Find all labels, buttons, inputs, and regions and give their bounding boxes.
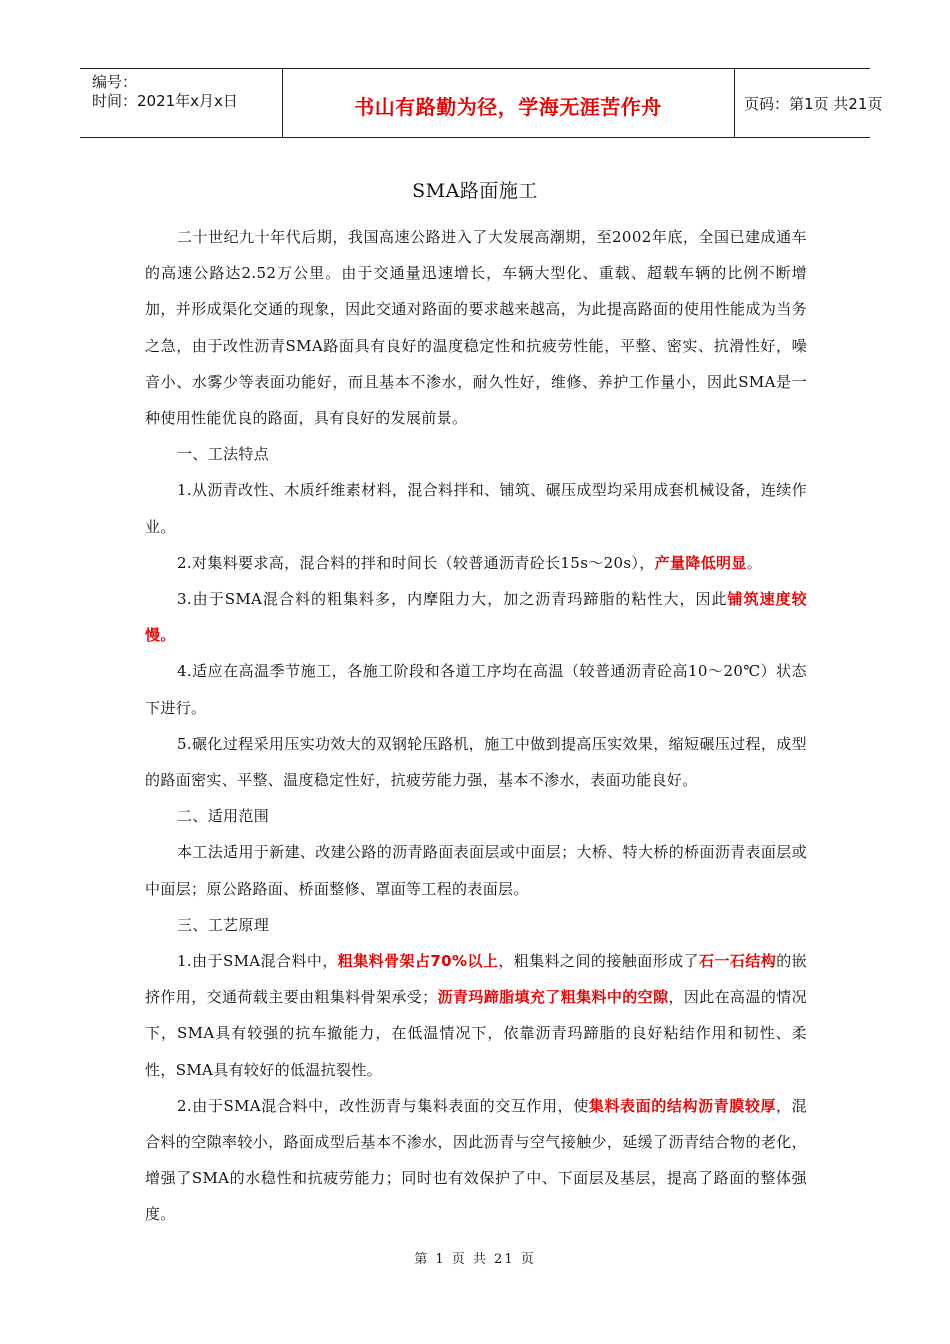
body-paragraph [145, 726, 807, 798]
paragraph-text: 3.由于SMA混合料的粗集料多，内摩阻力大，加之沥青玛蹄脂的粘性大，因此 [177, 590, 728, 609]
page-footer: 第 1 页 共 21 页 [414, 1252, 536, 1267]
header-motto-cell [282, 69, 735, 137]
header-motto: 书山有路勤为径，学海无涯苦作舟 [354, 95, 662, 119]
highlighted-text: 集料表面的结构沥青膜较厚 [588, 1096, 777, 1115]
highlighted-text: 铺筑速度较慢。 [145, 590, 807, 645]
body-paragraph [145, 798, 807, 834]
body-paragraph [145, 545, 807, 581]
paragraph-text: 4.适应在高温季节施工，各施工阶段和各道工序均在高温（较普通沥青砼高10～20℃）状态下进行。 [145, 662, 807, 717]
highlighted-text: 石一石结构 [699, 952, 777, 971]
body-paragraph [145, 943, 807, 1088]
highlighted-text: 粗集料骨架占70%以上 [337, 952, 499, 971]
body-paragraph [145, 1088, 807, 1233]
header-info-cell [80, 69, 283, 137]
document-date: 时间：2021年x月x日 [92, 92, 238, 110]
body-paragraph [145, 219, 807, 436]
highlighted-text: 沥青玛蹄脂填充了粗集料中的空隙 [437, 988, 669, 1007]
document-title: SMA路面施工 [412, 180, 538, 202]
header-page-info: 页码：第1页 共21页 [744, 95, 883, 113]
header-page-cell [734, 69, 883, 137]
paragraph-text: ，因此在高温的情况下，SMA具有较强的抗车撤能力，在低温情况下，依靠沥青玛蹄脂的良好粘结作用和韧性、柔性，SMA具有较好的低温抗裂性。 [145, 988, 807, 1079]
document-header [80, 68, 883, 138]
paragraph-text: 5.碾化过程采用压实功效大的双钢轮压路机，施工中做到提高压实效果，缩短碾压过程，成型的路面密实、平整、温度稳定性好，抗疲劳能力强，基本不渗水，表面功能良好。 [145, 734, 807, 790]
document-body [145, 219, 807, 1233]
document-number-label: 编号： [92, 73, 138, 91]
paragraph-text: 三、工艺原理 [177, 915, 270, 934]
body-paragraph [145, 436, 807, 472]
paragraph-text: 2.对集料要求高，混合料的拌和时间长（较普通沥青砼长15s～20s）， [177, 553, 655, 572]
body-paragraph [145, 834, 807, 906]
paragraph-text: ，粗集料之间的接触面形成了 [498, 952, 699, 971]
body-paragraph [145, 581, 807, 653]
paragraph-text: 2.由于SMA混合料中，改性沥青与集料表面的交互作用，使 [177, 1096, 589, 1115]
highlighted-text: 产量降低明显 [654, 553, 747, 572]
paragraph-text: 二、适用范围 [177, 807, 270, 826]
body-paragraph [145, 907, 807, 943]
paragraph-text: ，混合料的空隙率较小，路面成型后基本不渗水，因此沥青与空气接触少，延缓了沥青结合物的老化，增强了SMA的水稳性和抗疲劳能力；同时也有效保护了中、下面层及基层，提高了路面的整体强度。 [145, 1096, 807, 1224]
paragraph-text: 本工法适用于新建、改建公路的沥青路面表面层或中面层；大桥、特大桥的桥面沥青表面层或中面层；原公路路面、桥面整修、罩面等工程的表面层。 [145, 843, 807, 898]
paragraph-text: 一、工法特点 [177, 445, 270, 464]
body-paragraph [145, 472, 807, 544]
paragraph-text: 1.从沥青改性、木质纤维素材料，混合料拌和、铺筑、碾压成型均采用成套机械设备，连续作业。 [145, 481, 807, 536]
paragraph-text: 1.由于SMA混合料中， [177, 952, 338, 971]
body-paragraph [145, 653, 807, 725]
paragraph-text: 二十世纪九十年代后期，我国高速公路进入了大发展高潮期，至2002年底，全国已建成通车的高速公路达2.52万公里。由于交通量迅速增长，车辆大型化、重载、超载车辆的比例不断增加，并形成渠化交通的现象，因此交通对路面的要求越来越高，为此提高路面的使用性能成为当务之急，由于改性沥青SMA路面具有良好的温度稳定性和抗疲劳性能，平整、密实、抗滑性好，噪音小、水雾少等表面功能好，而且基本不渗水，耐久性好，维修、养护工作量小，因此SMA是一种使用性能优良的路面，具有良好的发展前景。 [145, 228, 807, 428]
paragraph-text: 的嵌挤作用，交通荷载主要由粗集料骨架承受； [145, 952, 807, 1007]
paragraph-text: 。 [746, 553, 763, 572]
